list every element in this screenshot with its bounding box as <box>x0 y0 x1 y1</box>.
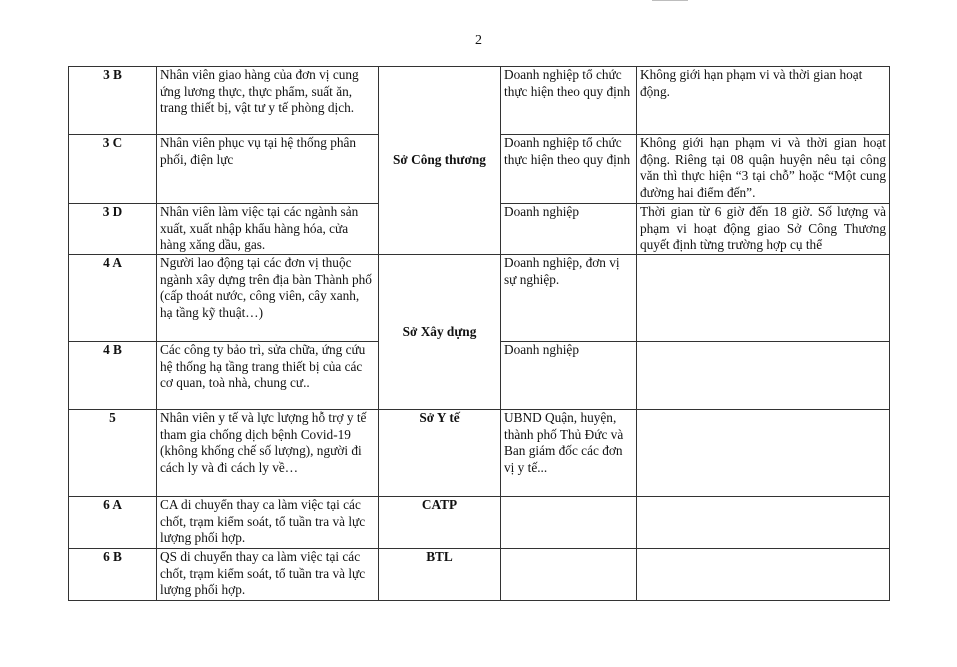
row-note <box>637 497 890 549</box>
row-code: 4 B <box>69 342 157 410</box>
row-code: 3 B <box>69 67 157 135</box>
row-note <box>637 410 890 497</box>
row-organizer: Doanh nghiệp tổ chức thực hiện theo quy định <box>501 67 637 135</box>
table-row <box>69 549 890 601</box>
row-code: 3 D <box>69 204 157 255</box>
row-organizer <box>501 549 637 601</box>
row-subject: Nhân viên y tế và lực lượng hỗ trợ y tế tham gia chống dịch bệnh Covid-19 (không khống chế số lượng), người đi cách ly và đi cách ly về… <box>157 410 379 497</box>
row-note: Không giới hạn phạm vi và thời gian hoạt động. <box>637 67 890 135</box>
row-agency: Sở Xây dựng <box>379 255 501 410</box>
row-code: 6 A <box>69 497 157 549</box>
row-organizer: Doanh nghiệp tổ chức thực hiện theo quy định <box>501 135 637 204</box>
table-row <box>69 497 890 549</box>
row-subject: Nhân viên giao hàng của đơn vị cung ứng lương thực, thực phẩm, suất ăn, trang thiết bị, vật tư y tế phòng dịch. <box>157 67 379 135</box>
row-organizer: Doanh nghiệp <box>501 342 637 410</box>
row-subject: Nhân viên làm việc tại các ngành sản xuất, xuất nhập khẩu hàng hóa, cửa hàng xăng dầu, gas. <box>157 204 379 255</box>
row-agency: CATP <box>379 497 501 549</box>
row-note <box>637 342 890 410</box>
row-code: 6 B <box>69 549 157 601</box>
row-subject: Nhân viên phục vụ tại hệ thống phân phối, điện lực <box>157 135 379 204</box>
row-agency: BTL <box>379 549 501 601</box>
permission-table <box>68 66 890 601</box>
row-agency: Sở Y tế <box>379 410 501 497</box>
row-organizer: Doanh nghiệp, đơn vị sự nghiệp. <box>501 255 637 342</box>
row-agency: Sở Công thương <box>379 67 501 255</box>
row-code: 5 <box>69 410 157 497</box>
row-subject: Các công ty bảo trì, sửa chữa, ứng cứu hệ thống hạ tầng trang thiết bị của các cơ quan, toà nhà, chung cư.. <box>157 342 379 410</box>
row-organizer <box>501 497 637 549</box>
row-code: 3 C <box>69 135 157 204</box>
table-row <box>69 67 890 135</box>
row-subject: QS di chuyển thay ca làm việc tại các chốt, trạm kiểm soát, tổ tuần tra và lực lượng phối hợp. <box>157 549 379 601</box>
row-note <box>637 549 890 601</box>
row-subject: Người lao động tại các đơn vị thuộc ngành xây dựng trên địa bàn Thành phố (cấp thoát nước, công viên, cây xanh, hạ tầng kỹ thuật…) <box>157 255 379 342</box>
top-edge-mark <box>652 0 688 1</box>
row-organizer: UBND Quận, huyện, thành phố Thủ Đức và Ban giám đốc các đơn vị y tế... <box>501 410 637 497</box>
row-note <box>637 255 890 342</box>
row-note: Thời gian từ 6 giờ đến 18 giờ. Số lượng và phạm vi hoạt động giao Sở Công Thương quyết định từng trường hợp cụ thể <box>637 204 890 255</box>
row-note: Không giới hạn phạm vi và thời gian hoạt động. Riêng tại 08 quận huyện nêu tại công văn thì thực hiện “3 tại chỗ” hoặc “Một cung đường hai điểm đến”. <box>637 135 890 204</box>
table-row <box>69 255 890 342</box>
table-row <box>69 410 890 497</box>
row-code: 4 A <box>69 255 157 342</box>
page-number: 2 <box>475 33 482 48</box>
row-organizer: Doanh nghiệp <box>501 204 637 255</box>
row-subject: CA di chuyển thay ca làm việc tại các chốt, trạm kiểm soát, tổ tuần tra và lực lượng phối hợp. <box>157 497 379 549</box>
